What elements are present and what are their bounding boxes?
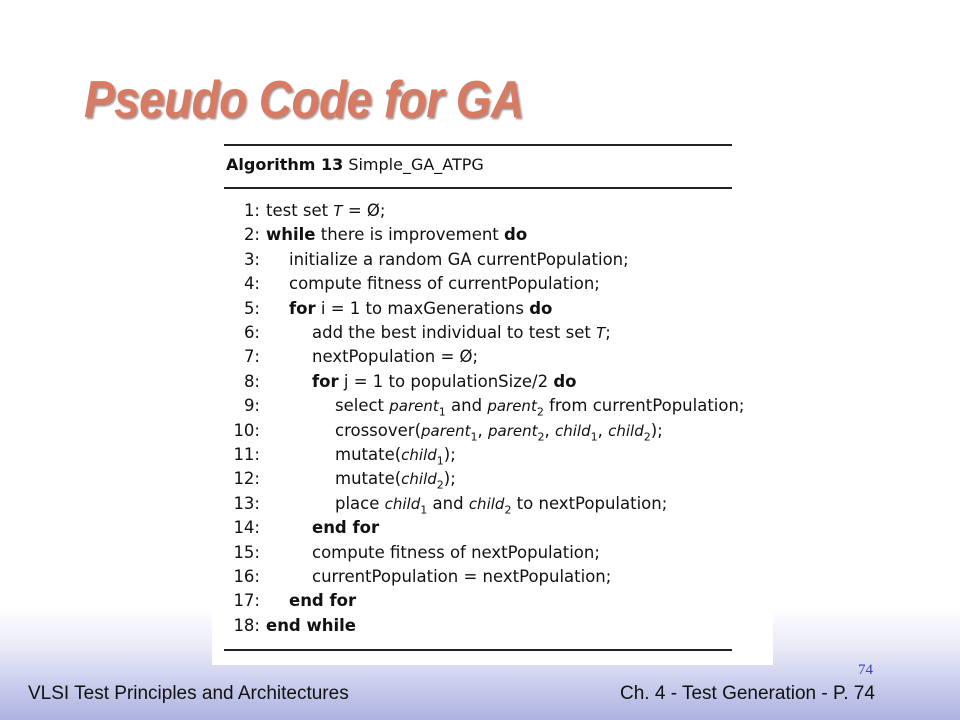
line-number: 13:: [233, 493, 260, 513]
algorithm-line: [224, 443, 456, 467]
line-number: 8:: [243, 371, 260, 391]
keyword: end for: [289, 591, 357, 611]
line-number: 9:: [243, 396, 260, 416]
line-number: 1:: [243, 201, 260, 220]
line-number: 17:: [233, 591, 260, 611]
line-number: 4:: [243, 274, 260, 294]
algorithm-line: [224, 345, 478, 369]
algorithm-line: [224, 199, 385, 223]
code-text: nextPopulation = Ø;: [312, 347, 479, 367]
code-text: and: [445, 396, 488, 416]
subscript: 1: [590, 429, 598, 443]
line-code: [266, 323, 611, 342]
line-number: 14:: [233, 518, 260, 538]
algorithm-line: [224, 589, 356, 613]
algorithm-line: [224, 516, 379, 540]
code-text: there is improvement: [315, 225, 505, 245]
code-text: child: [401, 446, 437, 464]
code-text: = Ø;: [342, 201, 386, 220]
algorithm-box: [212, 131, 773, 665]
line-number: 3:: [243, 249, 260, 269]
line-code: [266, 445, 456, 468]
code-text: compute fitness of nextPopulation;: [312, 542, 600, 562]
line-number: 10:: [233, 420, 260, 440]
algorithm-line: [224, 248, 629, 272]
algorithm-line: [224, 321, 611, 345]
line-code: [266, 274, 600, 293]
code-text: test set: [266, 201, 334, 220]
code-text: mutate(: [335, 469, 402, 489]
line-number: 16:: [233, 567, 260, 586]
algorithm-line: [224, 223, 527, 247]
algorithm-line: [224, 297, 552, 321]
line-code: [266, 225, 527, 244]
subscript: 1: [420, 503, 428, 517]
code-text: mutate(: [335, 445, 402, 464]
line-number: 5:: [243, 298, 260, 318]
line-number: 11:: [233, 445, 260, 464]
line-number: 7:: [243, 347, 260, 367]
code-text: ,: [544, 420, 556, 440]
line-number: 12:: [233, 469, 260, 489]
algorithm-line: [224, 272, 600, 296]
line-code: [266, 616, 356, 635]
code-text: crossover(: [335, 420, 422, 440]
algorithm-line: [224, 565, 611, 589]
code-text: to nextPopulation;: [511, 493, 668, 513]
line-code: [266, 420, 663, 443]
code-text: ,: [477, 420, 489, 440]
footer-page-ref: Ch. 4 - Test Generation - P. 74: [620, 683, 875, 704]
subscript: 1: [436, 454, 444, 468]
code-text: add the best individual to test set: [312, 323, 597, 342]
line-code: [266, 543, 600, 562]
algorithm-line: [224, 614, 356, 638]
code-text: child: [468, 494, 505, 513]
keyword: do: [504, 225, 528, 245]
code-text: j = 1 to populationSize/2: [338, 371, 554, 391]
line-code: [266, 396, 745, 419]
algorithm-header: [226, 155, 484, 174]
code-text: );: [650, 420, 663, 440]
line-number: 15:: [233, 542, 260, 562]
code-text: ;: [605, 323, 611, 342]
line-code: [266, 372, 576, 391]
code-text: select: [335, 396, 390, 416]
code-text: currentPopulation = nextPopulation;: [312, 567, 612, 586]
algorithm-name: Simple_GA_ATPG: [348, 155, 484, 174]
keyword: do: [529, 298, 553, 318]
code-text: );: [443, 469, 456, 489]
code-text: child: [555, 421, 591, 440]
algorithm-line: [224, 467, 456, 491]
keyword: do: [553, 371, 577, 391]
line-number: 18:: [233, 615, 260, 635]
code-text: );: [443, 445, 456, 464]
bottom-rule: [224, 649, 732, 651]
line-number: 2:: [243, 225, 260, 245]
algorithm-label: Algorithm 13: [226, 155, 344, 174]
code-text: from currentPopulation;: [543, 396, 745, 416]
code-text: i = 1 to maxGenerations: [315, 298, 530, 318]
algorithm-line: [224, 419, 663, 443]
code-text: parent: [487, 397, 537, 416]
small-page-number: 74: [858, 662, 873, 678]
code-text: and: [427, 493, 469, 513]
subscript: 2: [643, 429, 651, 443]
header-rule: [224, 187, 732, 189]
algorithm-line: [224, 492, 667, 516]
line-code: [266, 201, 385, 220]
code-text: compute fitness of currentPopulation;: [289, 274, 600, 294]
line-code: [266, 518, 379, 537]
code-text: place: [335, 493, 385, 513]
footer-course-title: VLSI Test Principles and Architectures: [28, 683, 349, 704]
subscript: 1: [470, 429, 478, 443]
code-text: parent: [488, 421, 538, 440]
line-code: [266, 493, 668, 517]
code-text: T: [333, 202, 343, 220]
code-text: T: [596, 324, 606, 342]
subscript: 2: [504, 503, 512, 517]
code-text: child: [608, 421, 644, 440]
line-code: [266, 299, 552, 318]
keyword: for: [312, 371, 339, 391]
code-text: child: [384, 494, 421, 513]
line-code: [266, 347, 478, 366]
code-text: parent: [389, 397, 439, 416]
keyword: while: [266, 225, 316, 245]
line-code: [266, 591, 356, 610]
keyword: for: [289, 298, 316, 318]
code-text: child: [401, 470, 437, 489]
code-text: ,: [597, 420, 609, 440]
line-code: [266, 250, 629, 269]
algorithm-line: [224, 370, 576, 394]
subscript: 2: [537, 429, 545, 443]
algorithm-line: [224, 541, 600, 565]
code-text: parent: [421, 421, 471, 440]
keyword: end for: [312, 518, 380, 538]
slide-title: Pseudo Code for GA: [84, 71, 524, 129]
algorithm-line: [224, 394, 745, 418]
line-code: [266, 567, 611, 586]
subscript: 2: [536, 405, 544, 419]
line-code: [266, 469, 456, 492]
line-number: 6:: [243, 323, 260, 342]
subscript: 2: [436, 478, 444, 492]
code-text: initialize a random GA currentPopulation;: [289, 249, 629, 269]
subscript: 1: [438, 405, 446, 419]
top-rule: [224, 144, 732, 146]
keyword: end while: [266, 615, 356, 635]
